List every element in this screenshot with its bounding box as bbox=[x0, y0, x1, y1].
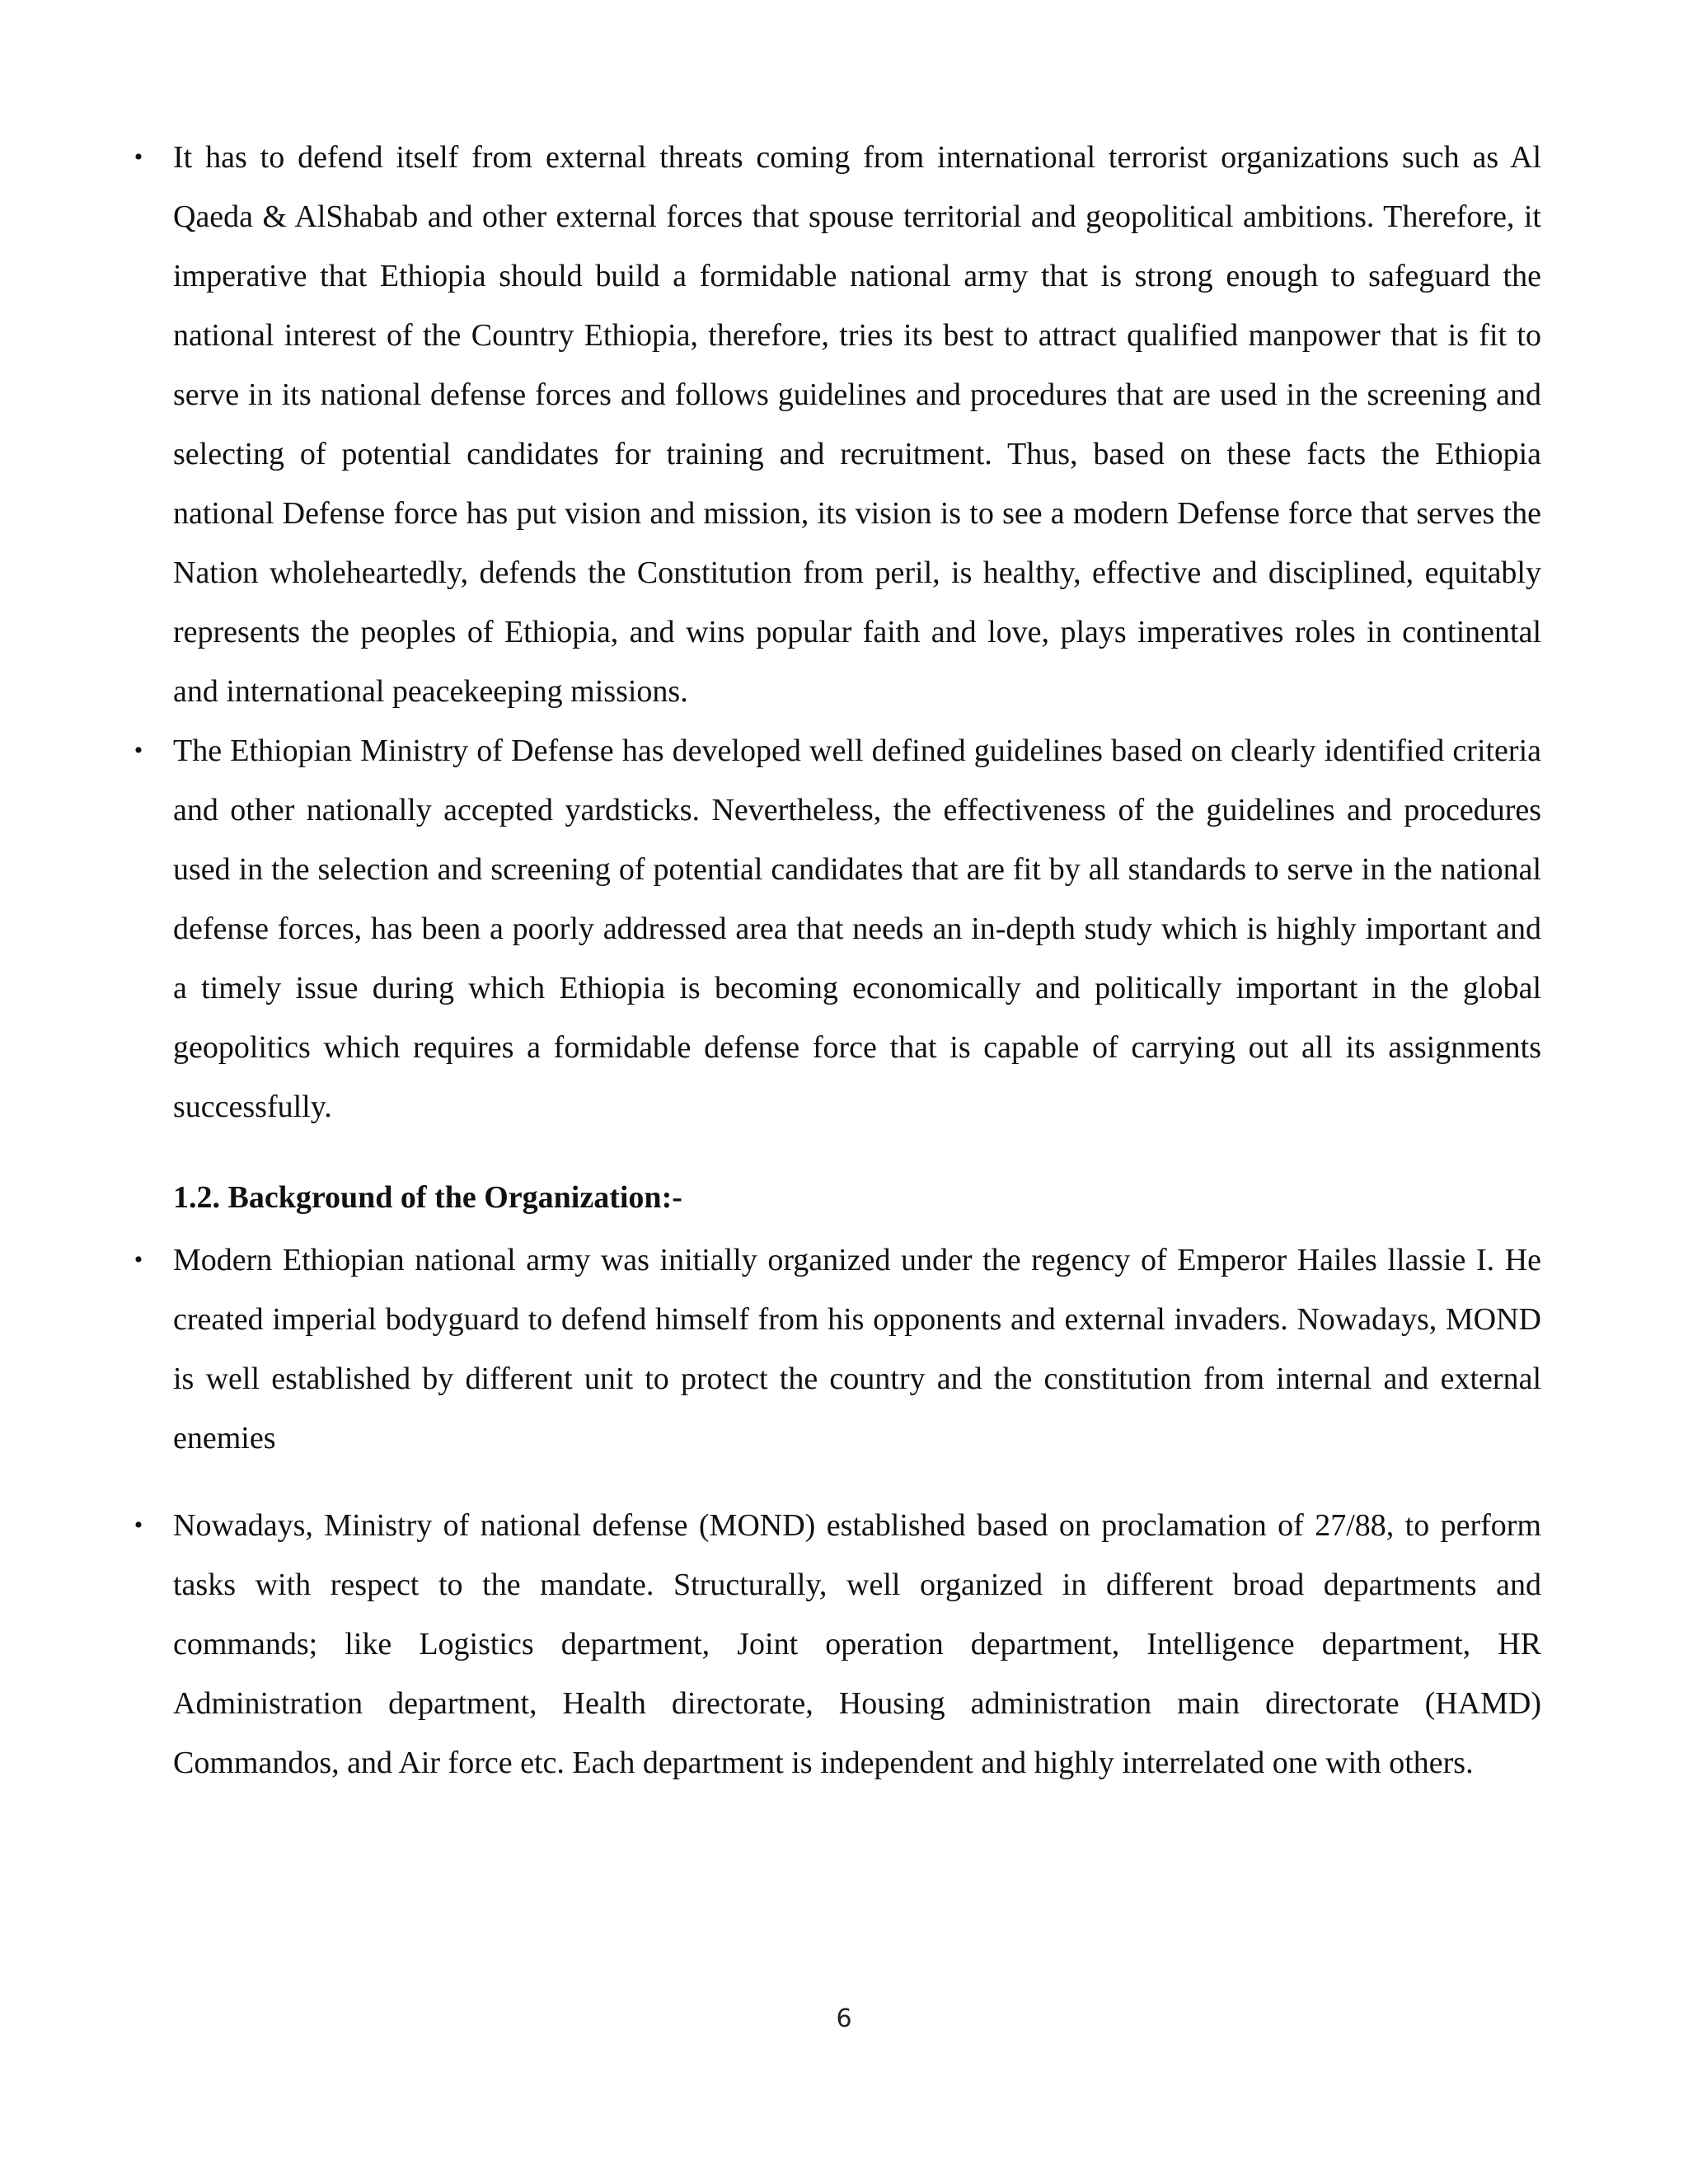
bullet-icon: • bbox=[134, 1511, 143, 1539]
bullet-icon: • bbox=[134, 143, 143, 171]
bullet-icon: • bbox=[134, 737, 143, 764]
list-item bbox=[134, 721, 1541, 1137]
paragraph-text: It has to defend itself from external threats coming from international terrorist organizations such as Al Qaeda & AlShabab and other external forces that spouse territorial and geopolitical ambitions. Therefore, it imperative that Ethiopia should build a formidable national army that is strong enough to safeguard the national interest of the Country Ethiopia, therefore, tries its best to attract qualified manpower that is fit to serve in its national defense forces and follows guidelines and procedures that are used in the screening and selecting of potential candidates for training and recruitment. Thus, based on these facts the Ethiopia national Defense force has put vision and mission, its vision is to see a modern Defense force that serves the Nation wholeheartedly, defends the Constitution from peril, is healthy, effective and disciplined, equitably represents the peoples of Ethiopia, and wins popular faith and love, plays imperatives roles in continental and international peacekeeping missions. bbox=[173, 140, 1541, 709]
section-heading: 1.2. Background of the Organization:- bbox=[173, 1180, 682, 1215]
paragraph-text: Nowadays, Ministry of national defense (MOND) established based on proclamation of 27/88, to perform tasks with respect to the mandate. Structurally, well organized in different broad departments and commands; like Logistics department, Joint operation department, Intelligence department, HR Administration department, Health directorate, Housing administration main directorate (HAMD) Commandos, and Air force etc. Each department is independent and highly interrelated one with others. bbox=[173, 1508, 1541, 1780]
page-number: 6 bbox=[836, 2004, 852, 2033]
bullet-list-background bbox=[134, 1230, 1541, 1793]
list-item bbox=[134, 1230, 1541, 1468]
bullet-list-intro bbox=[134, 128, 1541, 1137]
paragraph-text: The Ethiopian Ministry of Defense has developed well defined guidelines based on clearly identified criteria and other nationally accepted yardsticks. Nevertheless, the effectiveness of the guidelines and procedures used in the selection and screening of potential candidates that are fit by all standards to serve in the national defense forces, has been a poorly addressed area that needs an in-depth study which is highly important and a timely issue during which Ethiopia is becoming economically and politically important in the global geopolitics which requires a formidable defense force that is capable of carrying out all its assignments successfully. bbox=[173, 733, 1541, 1124]
bullet-icon: • bbox=[134, 1246, 143, 1273]
list-item bbox=[134, 1496, 1541, 1793]
paragraph-text: Modern Ethiopian national army was initially organized under the regency of Emperor Hailes llassie I. He created imperial bodyguard to defend himself from his opponents and external invaders. Nowadays, MOND is well established by different unit to protect the country and the constitution from internal and external enemies bbox=[173, 1243, 1541, 1455]
page-content bbox=[134, 128, 1541, 1793]
list-item bbox=[134, 128, 1541, 721]
